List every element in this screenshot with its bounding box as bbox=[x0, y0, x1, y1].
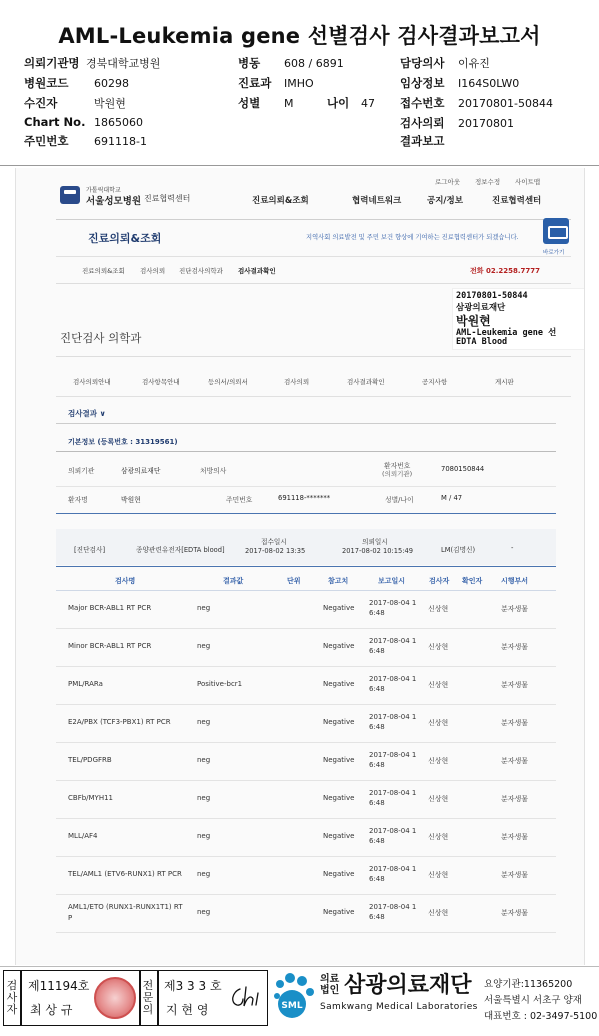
table-row bbox=[56, 895, 556, 933]
table-row bbox=[56, 667, 556, 705]
sex-value: M bbox=[284, 97, 294, 110]
row-report-date: 2017-08-04 1 6:48 bbox=[369, 865, 417, 883]
row-report-date: 2017-08-04 1 6:48 bbox=[369, 827, 417, 845]
edit-profile-link[interactable]: 정보수정 bbox=[475, 178, 501, 186]
result-section-toggle[interactable]: 검사결과 ∨ bbox=[68, 409, 106, 418]
encounter-physician: LM(김명신) bbox=[441, 546, 476, 554]
hospital-code-label: 병원코드 bbox=[24, 76, 69, 90]
request-value: 20170801 bbox=[458, 117, 514, 130]
resident-field bbox=[24, 133, 147, 149]
resident-value: 691118-1 bbox=[94, 135, 147, 148]
dept-label: 진료과 bbox=[238, 76, 272, 90]
info-sexage-value: M / 47 bbox=[441, 494, 463, 502]
col-test-name: 검사명 bbox=[115, 577, 136, 585]
tabs-divider bbox=[56, 396, 571, 397]
row-test-name: E2A/PBX (TCF3-PBX1) RT PCR bbox=[68, 718, 171, 726]
row-report-date: 2017-08-04 1 6:48 bbox=[369, 675, 417, 693]
col-tester: 검사자 bbox=[429, 577, 450, 585]
row-result: neg bbox=[197, 870, 211, 878]
scanned-result-page bbox=[15, 168, 585, 965]
row-tester: 신상현 bbox=[428, 871, 449, 879]
col-report-date: 보고일시 bbox=[378, 577, 406, 585]
row-report-date: 2017-08-04 1 6:48 bbox=[369, 637, 417, 655]
info-sexage-label: 성별/나이 bbox=[385, 496, 414, 504]
result-section-divider bbox=[56, 423, 556, 424]
header-divider bbox=[0, 165, 599, 166]
info-patno-sublabel: (의뢰기관) bbox=[382, 470, 413, 478]
sex-field bbox=[238, 95, 294, 111]
row-department: 분자생물 bbox=[501, 833, 529, 841]
row-department: 분자생물 bbox=[501, 605, 529, 613]
info-bottom-border bbox=[56, 513, 556, 514]
row-report-date: 2017-08-04 1 6:48 bbox=[369, 751, 417, 769]
tab-consent-forms[interactable]: 등의서/의뢰서 bbox=[208, 378, 248, 386]
tab-item-guide[interactable]: 검사항목안내 bbox=[142, 378, 180, 386]
info-separator bbox=[56, 486, 556, 487]
row-tester: 신상현 bbox=[428, 795, 449, 803]
row-test-name: MLL/AF4 bbox=[68, 832, 98, 840]
row-result: neg bbox=[197, 604, 211, 612]
institution-label: 의뢰기관명 bbox=[24, 56, 80, 70]
inspector-label: 검사자 bbox=[6, 979, 18, 1016]
request-field bbox=[400, 115, 514, 131]
row-reference: Negative bbox=[323, 870, 355, 878]
row-tester: 신상현 bbox=[428, 719, 449, 727]
patient-field bbox=[24, 95, 126, 111]
specialist-name: 지 현 영 bbox=[166, 1003, 209, 1017]
row-reference: Negative bbox=[323, 832, 355, 840]
basic-info-heading: 기본정보 (등록번호 : 31319561) bbox=[68, 438, 178, 446]
row-tester: 신상현 bbox=[428, 605, 449, 613]
row-reference: Negative bbox=[323, 794, 355, 802]
specimen-lab-name: 삼광의료재단 bbox=[456, 303, 506, 313]
encounter-kind: [진단검사] bbox=[74, 546, 106, 554]
subnav-referral[interactable]: 진료의뢰&조회 bbox=[82, 267, 125, 275]
logo-hospital-name: 서울성모병원 bbox=[86, 196, 142, 207]
row-tester: 신상현 bbox=[428, 833, 449, 841]
receipt-value: 20170801-50844 bbox=[458, 97, 553, 110]
age-value: 47 bbox=[361, 97, 375, 110]
specimen-patient-name: 박원현 bbox=[456, 314, 491, 328]
specimen-type: EDTA Blood bbox=[456, 337, 508, 347]
info-doctor-label: 처방의사 bbox=[200, 467, 227, 475]
col-result: 결과값 bbox=[223, 577, 244, 585]
chart-field bbox=[24, 115, 143, 129]
institution-value: 경북대학교병원 bbox=[86, 57, 161, 70]
hospital-logo-icon bbox=[60, 186, 80, 204]
logo-subtitle: 가톨릭대학교 bbox=[86, 187, 121, 194]
hospital-code-value: 60298 bbox=[94, 77, 129, 90]
row-report-date: 2017-08-04 1 6:48 bbox=[369, 789, 417, 807]
info-patno-label: 환자번호 bbox=[384, 462, 411, 470]
handwritten-signature-icon bbox=[227, 983, 263, 1011]
chart-label: Chart No. bbox=[24, 115, 86, 129]
specialist-label: 전문의 bbox=[142, 979, 154, 1016]
dept-value: IMHO bbox=[284, 77, 314, 90]
row-result: Positive-bcr1 bbox=[197, 680, 243, 688]
row-department: 분자생물 bbox=[501, 795, 529, 803]
sitemap-link[interactable]: 사이트맵 bbox=[515, 178, 541, 186]
row-department: 분자생물 bbox=[501, 681, 529, 689]
footer-divider bbox=[0, 966, 599, 967]
row-test-name: TEL/AML1 (ETV6-RUNX1) RT PCR bbox=[68, 870, 182, 878]
row-tester: 신상현 bbox=[428, 757, 449, 765]
row-department: 분자생물 bbox=[501, 909, 529, 917]
col-unit: 단위 bbox=[287, 577, 301, 585]
row-reference: Negative bbox=[323, 680, 355, 688]
subnav-results[interactable]: 검사결과확인 bbox=[238, 267, 276, 275]
row-test-name: CBFb/MYH11 bbox=[68, 794, 114, 802]
age-field bbox=[327, 95, 375, 111]
doctor-label: 담당의사 bbox=[400, 56, 445, 70]
logo-center-name: 진료협력센터 bbox=[144, 194, 191, 203]
subnav-request[interactable]: 검사의뢰 bbox=[140, 267, 166, 275]
chart-value: 1865060 bbox=[94, 116, 143, 129]
table-row bbox=[56, 857, 556, 895]
row-tester: 신상현 bbox=[428, 681, 449, 689]
ward-label: 병동 bbox=[238, 56, 261, 70]
department-divider bbox=[56, 356, 571, 357]
nav-network[interactable]: 협력네트워크 bbox=[352, 196, 402, 206]
col-verifier: 확인자 bbox=[462, 577, 483, 585]
row-test-name: Minor BCR-ABL1 RT PCR bbox=[68, 642, 152, 650]
table-row bbox=[56, 705, 556, 743]
corp-name: 삼광의료재단 bbox=[344, 973, 472, 998]
corp-phone: 대표번호 : 02-3497-5100 bbox=[484, 1011, 598, 1022]
signature-box bbox=[3, 970, 268, 1026]
sml-logo-icon bbox=[272, 972, 316, 1022]
logout-link[interactable]: 로그아웃 bbox=[435, 178, 461, 186]
signature-divider bbox=[139, 971, 141, 1025]
nav-referral[interactable]: 진료의뢰&조회 bbox=[252, 196, 309, 206]
report-title: AML-Leukemia gene 선별검사 검사결과보고서 bbox=[58, 24, 541, 48]
care-institution-code: 요양기관:11365200 bbox=[484, 979, 573, 990]
col-department: 시행부서 bbox=[501, 577, 529, 585]
dept-field bbox=[238, 75, 314, 91]
info-institution-label: 의뢰기관 bbox=[68, 467, 95, 475]
clinical-field bbox=[400, 75, 519, 91]
shortcut-icon[interactable] bbox=[543, 218, 569, 244]
sml-logo-text: SML bbox=[281, 1001, 303, 1011]
institution-field bbox=[24, 55, 160, 71]
doctor-field bbox=[400, 55, 490, 71]
table-row bbox=[56, 629, 556, 667]
tab-test-guide[interactable]: 검사의뢰안내 bbox=[73, 378, 111, 386]
subnav-divider bbox=[56, 283, 571, 284]
encounter-receipt-value: 2017-08-02 13:35 bbox=[245, 547, 306, 555]
tab-result-check[interactable]: 검사결과확인 bbox=[347, 378, 385, 386]
phone-number: 전화 02.2258.7777 bbox=[470, 267, 540, 275]
banner-divider bbox=[56, 219, 571, 220]
corp-address: 서울특별시 서초구 양재 bbox=[484, 995, 582, 1006]
encounter-test: 종양관련유전자[EDTA blood] bbox=[136, 546, 225, 554]
encounter-dash: - bbox=[511, 544, 514, 552]
patient-value: 박원현 bbox=[94, 97, 126, 110]
info-patno-value: 7080150844 bbox=[441, 465, 485, 473]
clinical-value: I164S0LW0 bbox=[458, 77, 520, 90]
row-reference: Negative bbox=[323, 756, 355, 764]
row-report-date: 2017-08-04 1 6:48 bbox=[369, 599, 417, 617]
table-row bbox=[56, 591, 556, 629]
nav-notice[interactable]: 공지/정보 bbox=[427, 196, 463, 206]
row-result: neg bbox=[197, 832, 211, 840]
encounter-request-value: 2017-08-02 10:15:49 bbox=[342, 547, 414, 555]
row-reference: Negative bbox=[323, 908, 355, 916]
table-row bbox=[56, 819, 556, 857]
inspector-name: 최 상 규 bbox=[30, 1003, 73, 1017]
table-row bbox=[56, 743, 556, 781]
result-report-field bbox=[400, 133, 444, 149]
receipt-field bbox=[400, 95, 553, 111]
info-name-value: 박원현 bbox=[121, 496, 141, 504]
subnav-lab-medicine[interactable]: 진단검사의학과 bbox=[179, 267, 223, 275]
row-department: 분자생물 bbox=[501, 643, 529, 651]
row-reference: Negative bbox=[323, 604, 355, 612]
doctor-value: 이유진 bbox=[458, 57, 490, 70]
patient-label: 수진자 bbox=[24, 96, 58, 110]
row-tester: 신상현 bbox=[428, 643, 449, 651]
age-label: 나이 bbox=[327, 96, 350, 110]
official-seal-icon bbox=[94, 977, 136, 1019]
ward-field bbox=[238, 55, 344, 71]
col-reference: 참고치 bbox=[328, 577, 349, 585]
specimen-receipt-no: 20170801-50844 bbox=[456, 291, 528, 301]
info-rrn-value: 691118-******* bbox=[278, 494, 331, 502]
row-department: 분자생물 bbox=[501, 871, 529, 879]
row-result: neg bbox=[197, 908, 211, 916]
banner-message: 지역사회 의료발전 및 주민 보건 향상에 기여하는 진료협력센터가 되겠습니다. bbox=[306, 234, 519, 241]
row-report-date: 2017-08-04 1 6:48 bbox=[369, 713, 417, 731]
request-label: 검사의뢰 bbox=[400, 116, 445, 130]
result-report-label: 결과보고 bbox=[400, 134, 445, 148]
encounter-receipt-label: 접수일시 bbox=[261, 538, 287, 546]
resident-label: 주민번호 bbox=[24, 134, 69, 148]
encounter-request-label: 의뢰일시 bbox=[362, 538, 388, 546]
tab-board[interactable]: 게시판 bbox=[495, 378, 514, 386]
row-test-name: PML/RARa bbox=[68, 680, 103, 688]
specialist-license-no: 제3 3 3 호 bbox=[164, 979, 222, 993]
receipt-label: 접수번호 bbox=[400, 96, 445, 110]
banner-title: 진료의뢰&조회 bbox=[88, 232, 162, 245]
row-test-name: Major BCR-ABL1 RT PCR bbox=[68, 604, 152, 612]
row-result: neg bbox=[197, 642, 211, 650]
info-name-label: 환자명 bbox=[68, 496, 88, 504]
encounter-divider bbox=[56, 566, 556, 567]
sex-label: 성별 bbox=[238, 96, 261, 110]
inspector-license-no: 제11194호 bbox=[28, 979, 90, 993]
row-result: neg bbox=[197, 718, 211, 726]
row-test-name: TEL/PDGFRB bbox=[68, 756, 112, 764]
info-institution-value: 삼광의료재단 bbox=[121, 467, 161, 475]
shortcut-label[interactable]: 바로가기 bbox=[543, 250, 565, 256]
signature-divider bbox=[157, 971, 159, 1025]
table-row bbox=[56, 781, 556, 819]
signature-divider bbox=[20, 971, 22, 1025]
row-department: 분자생물 bbox=[501, 757, 529, 765]
row-result: neg bbox=[197, 756, 211, 764]
tab-notices[interactable]: 공지사항 bbox=[422, 378, 448, 386]
department-title: 진단검사 의학과 bbox=[60, 331, 142, 345]
row-report-date: 2017-08-04 1 6:48 bbox=[369, 903, 417, 921]
corp-english-name: Samkwang Medical Laboratories bbox=[320, 1002, 478, 1012]
nav-center[interactable]: 진료협력센터 bbox=[492, 196, 542, 206]
banner-bottom-divider bbox=[56, 256, 571, 257]
row-reference: Negative bbox=[323, 642, 355, 650]
clinical-label: 임상정보 bbox=[400, 76, 445, 90]
row-department: 분자생물 bbox=[501, 719, 529, 727]
row-test-name: AML1/ETO (RUNX1-RUNX1T1) RT P bbox=[68, 903, 183, 922]
row-tester: 신상현 bbox=[428, 909, 449, 917]
info-rrn-label: 주민번호 bbox=[226, 496, 253, 504]
ward-value: 608 / 6891 bbox=[284, 57, 344, 70]
row-reference: Negative bbox=[323, 718, 355, 726]
encounter-summary[interactable] bbox=[56, 529, 556, 565]
hospital-code-field bbox=[24, 75, 129, 91]
row-result: neg bbox=[197, 794, 211, 802]
tab-test-request[interactable]: 검사의뢰 bbox=[284, 378, 310, 386]
corp-type: 의료법인 bbox=[320, 974, 340, 996]
specimen-test-name: AML-Leukemia gene 선 bbox=[456, 328, 557, 338]
info-top-border bbox=[56, 451, 556, 452]
